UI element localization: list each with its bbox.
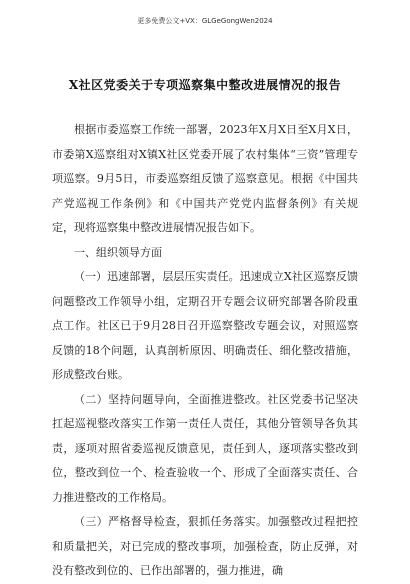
document-body	[52, 118, 358, 584]
body-paragraph: （三）严格督导检查，狠抓任务落实。加强整改过程把控和质量把关，对已完成的整改事项，加强检查，防止反弹，对没有整改到位的、已作出部署的，强力推进，确	[52, 515, 358, 577]
document-title: X社区党委关于专项巡察集中整改进展情况的报告	[68, 78, 342, 92]
body-paragraph: （一）迅速部署，层层压实责任。迅速成立X社区巡察反馈问题整改工作领导小组，定期召开专题会议研究部署各阶段重点工作。社区已于9月28日召开巡察整改专题会议，对照巡察反馈的18个问题，认真剖析原因、明确责任、细化整改措施，形成整改台账。	[52, 270, 358, 381]
page-header-text: 更多免费公文+VX：GLGeGongWen2024	[137, 17, 273, 25]
body-paragraph: （二）坚持问题导向，全面推进整改。社区党委书记坚决扛起巡视整改落实工作第一责任人责任，其他分管领导各负其责，逐项对照省委巡视反馈意见，责任到人，逐项落实整改到位，整改到位一个、检查验收一个、形成了全面落实责任、合力推进整改的工作格局。	[52, 392, 358, 504]
section-heading: 一、组织领导方面	[74, 245, 162, 259]
intro-paragraph: 根据市委巡察工作统一部署，2023年X月X日至X月X日，市委第X巡察组对X镇X社区党委开展了农村集体“三资”管理专项巡察。9月5日，市委巡察组反馈了巡察意见。根据《中国共产党巡视工作条例》和《中国共产党党内监督条例》有关规定，现将巡察集中整改进展情况报告如下。	[52, 123, 358, 234]
